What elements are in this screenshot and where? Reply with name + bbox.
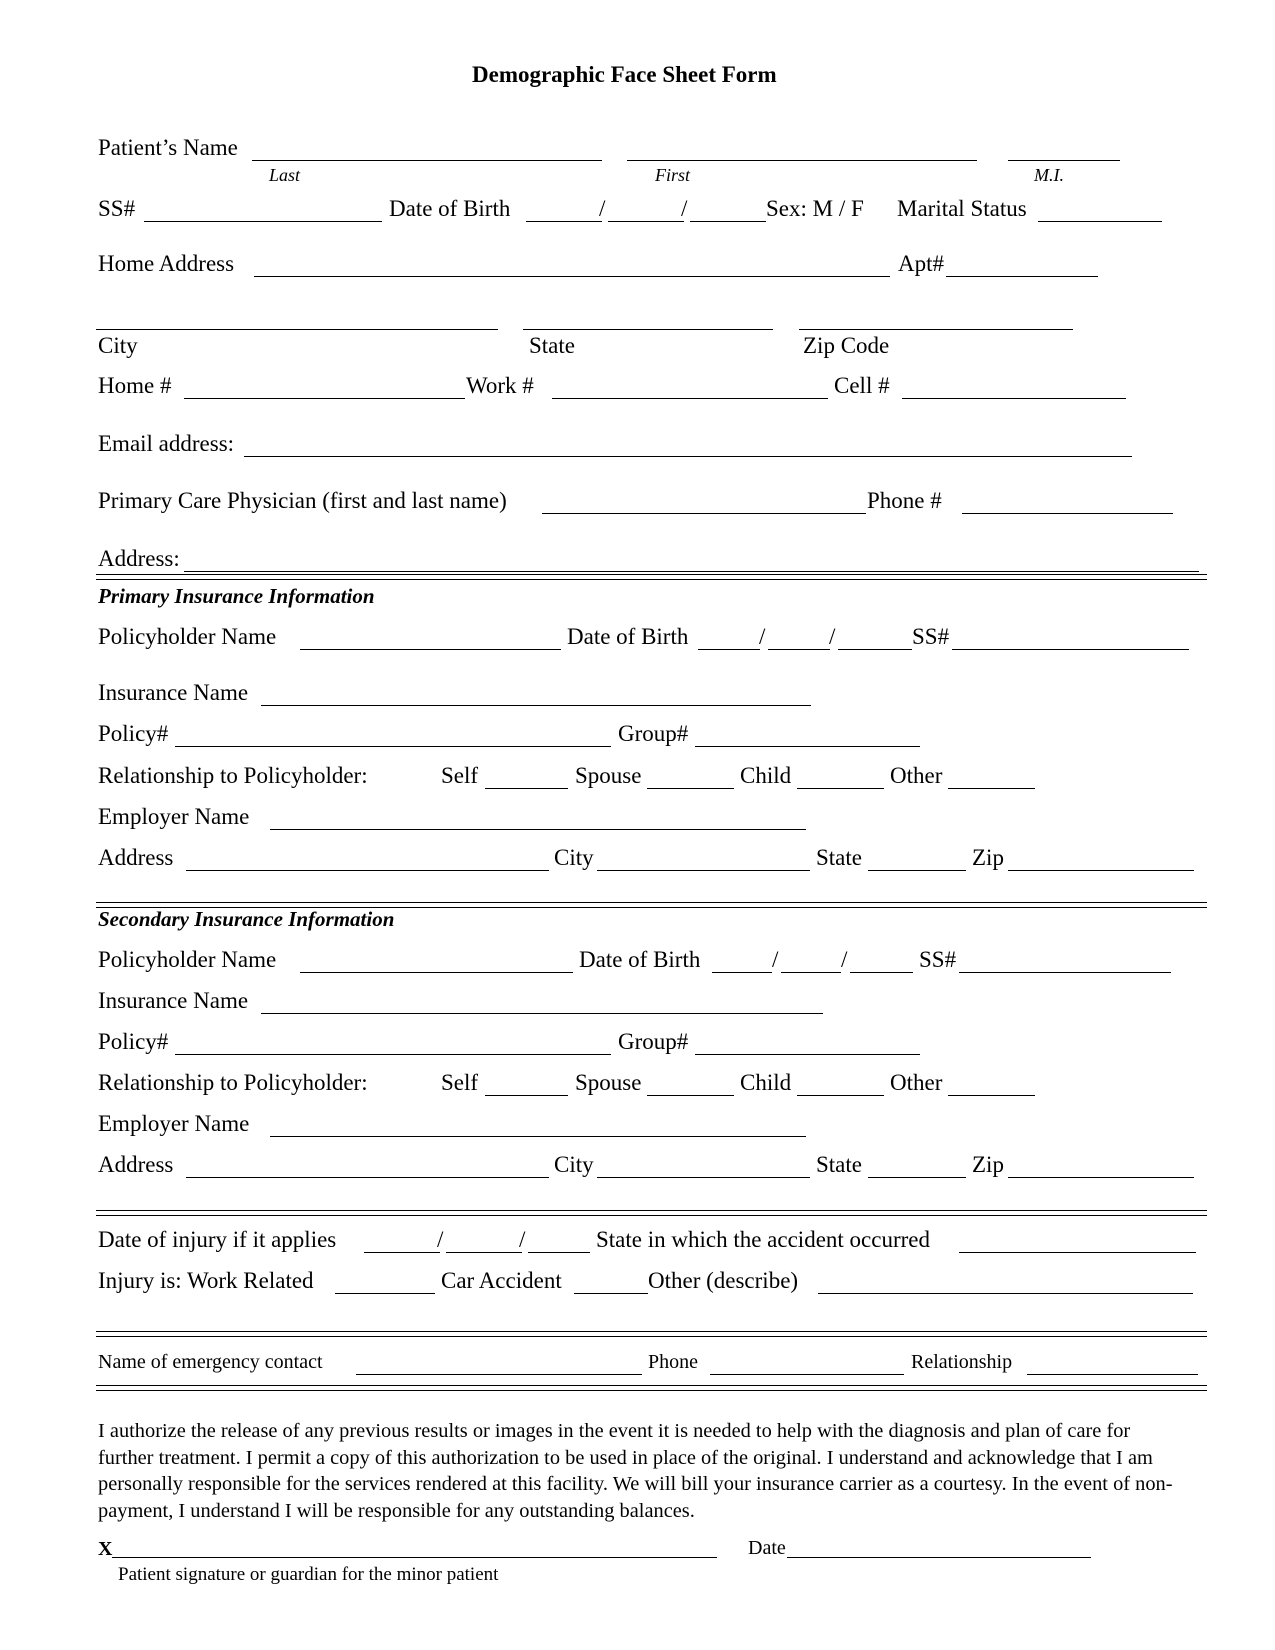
primary-policy-label: Policy# bbox=[98, 721, 169, 746]
section-divider bbox=[96, 574, 1207, 580]
section-divider bbox=[96, 1385, 1207, 1391]
secondary-self-field[interactable] bbox=[485, 1095, 568, 1096]
injury-date-day-field[interactable] bbox=[446, 1252, 522, 1253]
pcp-label: Primary Care Physician (first and last name) bbox=[98, 488, 507, 513]
marital-status-field[interactable] bbox=[1038, 221, 1162, 222]
injury-date-month-field[interactable] bbox=[364, 1252, 440, 1253]
email-label: Email address: bbox=[98, 431, 235, 456]
signature-caption: Patient signature or guardian for the minor patient bbox=[118, 1564, 499, 1585]
secondary-insurance-name-label: Insurance Name bbox=[98, 988, 249, 1013]
car-accident-field[interactable] bbox=[574, 1293, 648, 1294]
patient-dob-month-field[interactable] bbox=[526, 221, 602, 222]
secondary-city-label: City bbox=[554, 1152, 594, 1177]
home-address-field[interactable] bbox=[254, 276, 890, 277]
primary-insurance-heading: Primary Insurance Information bbox=[98, 584, 375, 608]
primary-city-field[interactable] bbox=[597, 870, 810, 871]
primary-city-label: City bbox=[554, 845, 594, 870]
secondary-group-label: Group# bbox=[618, 1029, 689, 1054]
patient-dob-day-field[interactable] bbox=[608, 221, 684, 222]
accident-state-field[interactable] bbox=[959, 1252, 1196, 1253]
last-name-hint: Last bbox=[269, 165, 301, 185]
form-title: Demographic Face Sheet Form bbox=[472, 62, 777, 87]
secondary-spouse-field[interactable] bbox=[647, 1095, 734, 1096]
primary-ss-field[interactable] bbox=[952, 649, 1189, 650]
secondary-dob-day-field[interactable] bbox=[781, 972, 841, 973]
sex-option[interactable]: Sex: M / F bbox=[766, 196, 864, 221]
primary-policy-field[interactable] bbox=[175, 746, 611, 747]
authorization-text: I authorize the release of any previous results or images in the event it is needed to help with the diagnosis and plan of care for further treatment. I permit a copy of this authorization to be used in place of the original. I understand and acknowledge that I am personally responsible for the services rendered at this facility. We will bill your insurance carrier as a courtesy. In the event of non-payment, I understand I will be responsible for any outstanding balances. bbox=[98, 1420, 1173, 1522]
section-divider bbox=[96, 1331, 1207, 1337]
primary-self-field[interactable] bbox=[485, 788, 568, 789]
secondary-spouse-label: Spouse bbox=[575, 1070, 642, 1095]
secondary-policyholder-label: Policyholder Name bbox=[98, 947, 277, 972]
dob-slash: / bbox=[437, 1227, 444, 1252]
injury-other-field[interactable] bbox=[818, 1293, 1193, 1294]
zip-code-field[interactable] bbox=[799, 329, 1073, 330]
dob-slash: / bbox=[681, 196, 688, 221]
middle-initial-hint: M.I. bbox=[1034, 165, 1064, 185]
secondary-insurance-name-field[interactable] bbox=[261, 1013, 823, 1014]
primary-spouse-field[interactable] bbox=[647, 788, 734, 789]
secondary-address-field[interactable] bbox=[186, 1177, 549, 1178]
secondary-relationship-label: Relationship to Policyholder: bbox=[98, 1070, 368, 1095]
home-phone-field[interactable] bbox=[184, 398, 465, 399]
primary-child-field[interactable] bbox=[797, 788, 884, 789]
work-phone-field[interactable] bbox=[552, 398, 828, 399]
zip-code-label: Zip Code bbox=[803, 333, 890, 358]
primary-policyholder-label: Policyholder Name bbox=[98, 624, 277, 649]
signature-date-label: Date bbox=[748, 1537, 786, 1559]
primary-employer-field[interactable] bbox=[270, 829, 806, 830]
secondary-policyholder-field[interactable] bbox=[300, 972, 573, 973]
secondary-dob-label: Date of Birth bbox=[579, 947, 701, 972]
primary-ss-label: SS# bbox=[912, 624, 950, 649]
pcp-phone-field[interactable] bbox=[962, 513, 1173, 514]
signature-x-mark: X bbox=[98, 1538, 113, 1560]
primary-insurance-name-label: Insurance Name bbox=[98, 680, 249, 705]
primary-policyholder-field[interactable] bbox=[300, 649, 561, 650]
primary-relationship-label: Relationship to Policyholder: bbox=[98, 763, 368, 788]
signature-field[interactable] bbox=[112, 1557, 717, 1558]
secondary-address-label: Address bbox=[98, 1152, 174, 1177]
secondary-dob-month-field[interactable] bbox=[712, 972, 772, 973]
primary-self-label: Self bbox=[441, 763, 479, 788]
work-phone-label: Work # bbox=[466, 373, 534, 398]
state-label: State bbox=[529, 333, 575, 358]
secondary-employer-label: Employer Name bbox=[98, 1111, 250, 1136]
secondary-group-field[interactable] bbox=[695, 1054, 920, 1055]
primary-zip-label: Zip bbox=[972, 845, 1004, 870]
section-divider bbox=[96, 1210, 1207, 1216]
primary-dob-day-field[interactable] bbox=[768, 649, 830, 650]
primary-dob-year-field[interactable] bbox=[838, 649, 912, 650]
secondary-city-field[interactable] bbox=[597, 1177, 810, 1178]
primary-insurance-name-field[interactable] bbox=[261, 705, 811, 706]
injury-date-label: Date of injury if it applies bbox=[98, 1227, 337, 1252]
primary-group-label: Group# bbox=[618, 721, 689, 746]
secondary-insurance-heading: Secondary Insurance Information bbox=[98, 907, 395, 931]
secondary-other-label: Other bbox=[890, 1070, 943, 1095]
patient-dob-year-field[interactable] bbox=[690, 221, 766, 222]
primary-address-field[interactable] bbox=[186, 870, 549, 871]
accident-state-label: State in which the accident occurred bbox=[596, 1227, 930, 1252]
primary-spouse-label: Spouse bbox=[575, 763, 642, 788]
emergency-relationship-label: Relationship bbox=[911, 1351, 1013, 1373]
apt-label: Apt# bbox=[898, 251, 944, 276]
home-address-label: Home Address bbox=[98, 251, 235, 276]
apt-field[interactable] bbox=[946, 276, 1098, 277]
primary-address-label: Address bbox=[98, 845, 174, 870]
secondary-ss-label: SS# bbox=[919, 947, 957, 972]
patient-dob-label: Date of Birth bbox=[389, 196, 511, 221]
secondary-state-field[interactable] bbox=[868, 1177, 966, 1178]
primary-dob-month-field[interactable] bbox=[698, 649, 760, 650]
patient-ss-label: SS# bbox=[98, 196, 136, 221]
patient-name-label: Patient’s Name bbox=[98, 135, 238, 160]
secondary-self-label: Self bbox=[441, 1070, 479, 1095]
car-accident-label: Car Accident bbox=[441, 1268, 562, 1293]
email-field[interactable] bbox=[244, 456, 1132, 457]
primary-dob-label: Date of Birth bbox=[567, 624, 689, 649]
emergency-relationship-field[interactable] bbox=[1027, 1374, 1198, 1375]
secondary-zip-label: Zip bbox=[972, 1152, 1004, 1177]
pcp-name-field[interactable] bbox=[542, 513, 866, 514]
signature-date-field[interactable] bbox=[787, 1557, 1091, 1558]
primary-other-label: Other bbox=[890, 763, 943, 788]
injury-is-work-label: Injury is: Work Related bbox=[98, 1268, 314, 1293]
emergency-phone-field[interactable] bbox=[710, 1374, 904, 1375]
secondary-child-field[interactable] bbox=[797, 1095, 884, 1096]
pcp-phone-label: Phone # bbox=[867, 488, 942, 513]
primary-employer-label: Employer Name bbox=[98, 804, 250, 829]
middle-initial-field[interactable] bbox=[1008, 160, 1120, 161]
primary-state-label: State bbox=[816, 845, 862, 870]
city-label: City bbox=[98, 333, 138, 358]
dob-slash: / bbox=[829, 624, 836, 649]
secondary-child-label: Child bbox=[740, 1070, 792, 1095]
secondary-state-label: State bbox=[816, 1152, 862, 1177]
pcp-address-label: Address: bbox=[98, 546, 180, 571]
dob-slash: / bbox=[519, 1227, 526, 1252]
injury-date-year-field[interactable] bbox=[528, 1252, 590, 1253]
first-name-hint: First bbox=[655, 165, 691, 185]
dob-slash: / bbox=[759, 624, 766, 649]
injury-other-label: Other (describe) bbox=[648, 1268, 799, 1293]
patient-ss-field[interactable] bbox=[144, 221, 382, 222]
state-field[interactable] bbox=[523, 329, 773, 330]
secondary-zip-field[interactable] bbox=[1008, 1177, 1194, 1178]
primary-child-label: Child bbox=[740, 763, 792, 788]
marital-status-label: Marital Status bbox=[897, 196, 1027, 221]
last-name-field[interactable] bbox=[252, 160, 602, 161]
secondary-employer-field[interactable] bbox=[270, 1136, 806, 1137]
secondary-policy-field[interactable] bbox=[175, 1054, 611, 1055]
secondary-ss-field[interactable] bbox=[959, 972, 1171, 973]
dob-slash: / bbox=[841, 947, 848, 972]
pcp-address-field[interactable] bbox=[184, 571, 1199, 572]
work-related-field[interactable] bbox=[335, 1293, 435, 1294]
cell-phone-label: Cell # bbox=[834, 373, 890, 398]
emergency-contact-field[interactable] bbox=[356, 1374, 642, 1375]
home-phone-label: Home # bbox=[98, 373, 172, 398]
secondary-other-field[interactable] bbox=[948, 1095, 1035, 1096]
emergency-phone-label: Phone bbox=[648, 1351, 698, 1373]
city-field[interactable] bbox=[96, 329, 498, 330]
primary-state-field[interactable] bbox=[868, 870, 966, 871]
first-name-field[interactable] bbox=[627, 160, 977, 161]
dob-slash: / bbox=[772, 947, 779, 972]
primary-group-field[interactable] bbox=[695, 746, 920, 747]
primary-other-field[interactable] bbox=[948, 788, 1035, 789]
cell-phone-field[interactable] bbox=[902, 398, 1126, 399]
secondary-dob-year-field[interactable] bbox=[850, 972, 913, 973]
primary-zip-field[interactable] bbox=[1008, 870, 1194, 871]
dob-slash: / bbox=[599, 196, 606, 221]
emergency-contact-label: Name of emergency contact bbox=[98, 1351, 323, 1373]
secondary-policy-label: Policy# bbox=[98, 1029, 169, 1054]
